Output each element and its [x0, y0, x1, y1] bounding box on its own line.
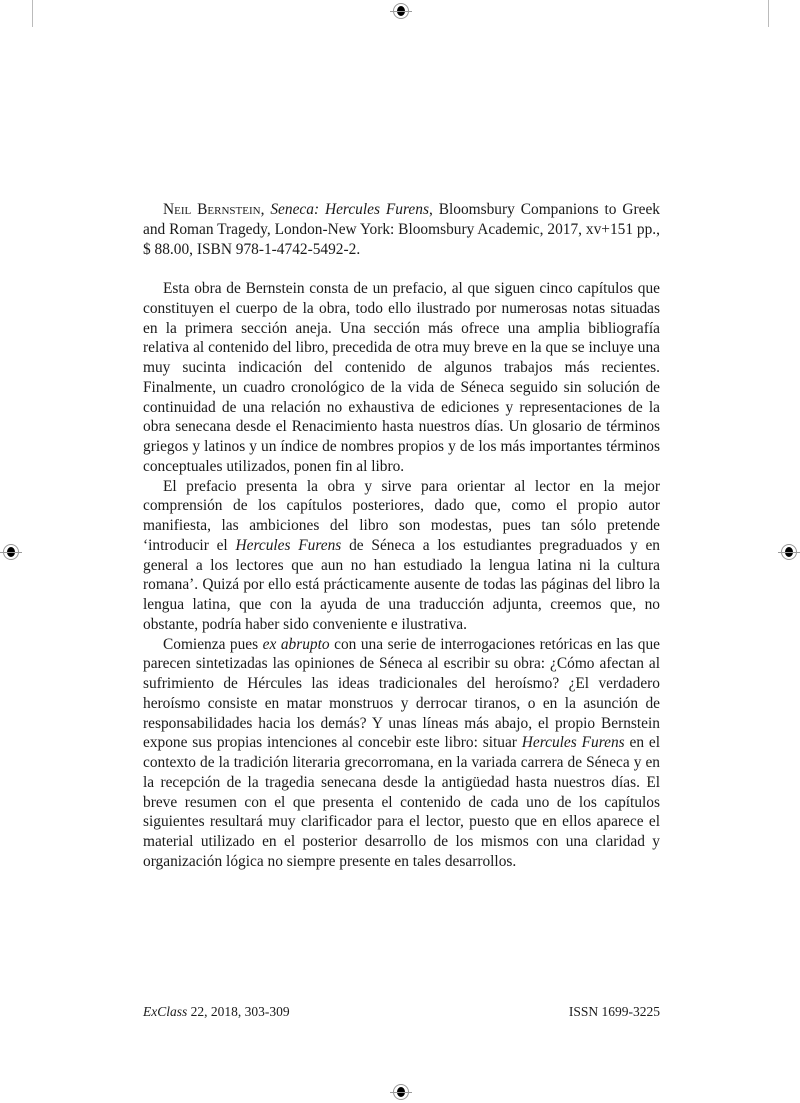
registration-mark-icon: [3, 544, 19, 560]
issn: ISSN 1699-3225: [568, 1004, 660, 1019]
author: Neil Bernstein: [163, 201, 261, 218]
italic-phrase: ex abrupto: [262, 635, 330, 653]
text: con una serie de interrogaciones retóricas en las que parecen sintetizadas las opiniones de Séneca al escribir su obra: ¿Cómo afectan al sufrimiento de Hércules las ideas tradicionales del heroísmo? ¿El verdadero heroísmo consiste en matar monstruos y derrocar tiranos, o en la asunción de responsabilidades hacia los demás? Y unas líneas más abajo, el propio Bernstein expone sus propias intenciones al concebir este libro: situar: [143, 635, 660, 752]
bibliographic-reference: Neil Bernstein, Seneca: Hercules Furens, Bloomsbury Companions to Greek and Roman Tragedy, London-New York: Bloomsbury Academic, 2017, xv+151 pp., $ 88.00, ISBN 978-1-4742-5492-2.: [143, 201, 660, 258]
text: El prefacio presenta la obra y sirve para orientar al lector en la mejor comprensión de los capítulos posteriores, dado que, como el propio autor manifiesta, las ambiciones del libro son modestas, pues tan sólo pretende ‘introducir el: [143, 477, 660, 554]
volume-pages: 22, 2018, 303-309: [187, 1004, 290, 1019]
text: de Séneca a los estudiantes pregraduados y en general a los lectores que aun no han estudiado la lengua latina ni la cultura romana’. Quizá por ello está prácticamente ausente de todas las páginas del libro la lengua latina, que con la ayuda de una traducción adjunta, creemos que, no obstante, podría haber sido conveniente e ilustrativa.: [143, 536, 660, 633]
text: Comienza pues: [163, 635, 263, 653]
review-body: [143, 279, 660, 872]
italic-title: Hercules Furens: [235, 536, 342, 554]
book-title: Seneca: Hercules Furens: [270, 201, 429, 218]
journal-name: ExClass: [143, 1004, 188, 1019]
registration-mark-icon: [393, 1084, 409, 1100]
paragraph: [143, 635, 660, 872]
italic-title: Hercules Furens: [521, 734, 625, 752]
registration-mark-icon: [781, 544, 797, 560]
page-footer: [143, 1004, 660, 1020]
registration-mark-icon: [393, 3, 409, 19]
reference-details: , Bloomsbury Companions to Greek and Roman Tragedy, London-New York: Bloomsbury Academic, 2017, xv+151 pp., $ 88.00, ISBN 978-1-4742-5492-2.: [143, 201, 660, 258]
text: en el contexto de la tradición literaria grecorromana, en la variada carrera de Séneca y en la recepción de la tragedia senecana desde la antigüedad hasta nuestros días. El breve resumen con el que presenta el contenido de cada uno de los capítulos siguientes resultará muy clarificador para el lector, puesto que en ellos aparece el material utilizado en el posterior desarrollo de los mismos con una claridad y organización lógica no siempre presente en tales desarrollos.: [143, 734, 660, 870]
paragraph: [143, 477, 660, 635]
journal-citation: [143, 1004, 290, 1020]
crop-mark-left: [32, 0, 33, 27]
crop-mark-right: [768, 0, 769, 27]
paragraph: Esta obra de Bernstein consta de un prefacio, al que siguen cinco capítulos que constituyen el cuerpo de la obra, todo ello ilustrado por numerosas notas situadas en la primera sección aneja. Una sección más ofrece una amplia bibliografía relativa al contenido del libro, precedida de otra muy breve en la que se incluye una muy sucinta indicación del contenido de algunos trabajos más recientes. Finalmente, un cuadro cronológico de la vida de Séneca seguido sin solución de continuidad de una relación no exhaustiva de ediciones y representaciones de la obra senecana desde el Renacimiento hasta nuestros días. Un glosario de términos griegos y latinos y un índice de nombres propios y de los más importantes términos conceptuales utilizados, ponen fin al libro.: [143, 280, 660, 475]
